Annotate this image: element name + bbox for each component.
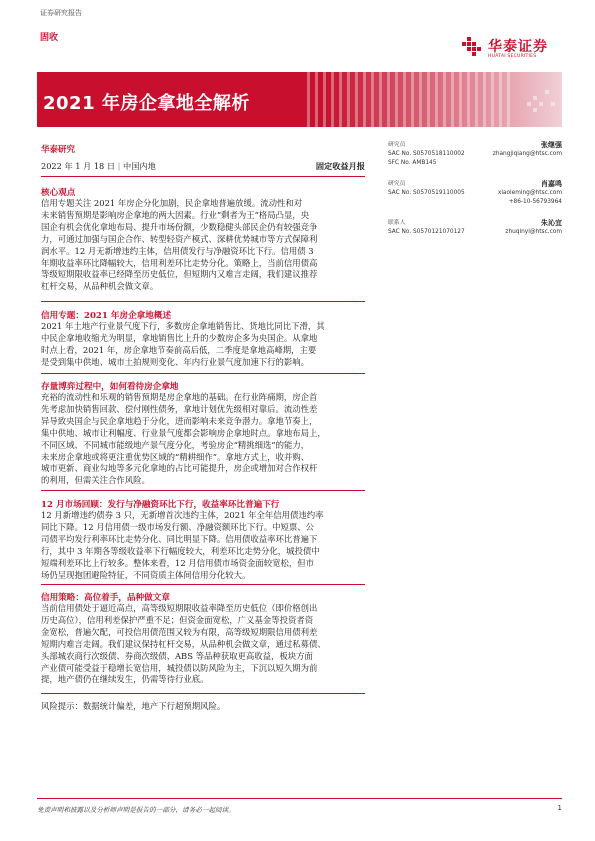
text-line: 中民企拿地收缩尤为明显，拿地销售比上升的少数房企多为央国企。从拿地 xyxy=(41,332,318,343)
analyst-email[interactable]: zhuqinyi@htsc.com xyxy=(505,229,562,235)
text-line: 充裕的流动性和乐观的销售预期是房企拿地的基础。在行业阵痛期，房企首 xyxy=(41,392,318,402)
logo xyxy=(462,36,562,64)
text-line: 的利用，但需关注合作风险。 xyxy=(41,475,150,486)
text-line: 提，地产债仍在继续发生，仍需等待行业底。 xyxy=(41,674,209,685)
text-line: 行，其中 3 年期各等级收益率下行幅度较大，利差环比走势分化，城投债中 xyxy=(41,545,320,556)
analyst-name: 张继强 xyxy=(541,141,562,149)
text-line: 头部城农商行次级债、券商次级债、ABS 等品种获取更高收益，板块方面 xyxy=(41,650,313,661)
analyst-role: 联系人 xyxy=(388,220,406,226)
footer-disclaimer: 免责声明和披露以及分析师声明是报告的一部分，请务必一起阅读。 xyxy=(37,806,235,814)
report-category: 固定收益月报 xyxy=(315,161,365,171)
text-line: 先考虑加快销售回款、偿付刚性债务，拿地计划优先级相对靠后。流动性差 xyxy=(41,403,318,414)
text-line: 历史高位），信用利差保护严重不足；但资金面宽松，广义基金等投资者资 xyxy=(41,614,314,625)
section-divider xyxy=(41,373,365,374)
text-line: 金宽松，普遍欠配，可投信用债范围又较为有限，高等级短期限信用债利差 xyxy=(41,626,318,637)
section-divider xyxy=(41,490,365,491)
text-line: 是受到集中供地、城市土拍规则变化、年内行业景气度加速下行的影响。 xyxy=(41,356,309,367)
report-title: 2021 年房企拿地全解析 xyxy=(43,93,250,114)
analyst-name: 朱沁宜 xyxy=(541,219,562,227)
text-line: 12 月新增违约债券 3 只，无新增首次违约主体，2021 年全年信用债违约率 xyxy=(41,510,324,520)
text-line: 司债平均发行利率环比走势分化、同比明显下降。信用债收益率环比普遍下 xyxy=(41,533,318,544)
section-body-strategy xyxy=(41,603,365,686)
page-number: 1 xyxy=(557,804,562,812)
text-line: 当前信用债处于逼近高点，高等级短期限收益率降至历史低位（即价格创出 xyxy=(41,603,318,613)
analyst-block-3 xyxy=(388,219,562,237)
analyst-phone: +86-10-56793964 xyxy=(508,199,562,205)
section-title-core: 核心观点 xyxy=(41,188,76,198)
analyst-block-2 xyxy=(388,180,562,207)
analyst-email[interactable]: zhangjiqiang@htsc.com xyxy=(492,151,562,157)
text-line: 国企有机会优化拿地布局、提升市场份额，少数稳健头部民企仍有较强竞争 xyxy=(41,221,318,232)
text-line: 未来销售预期是影响房企拿地的两大因素。行业“剩者为王”格局凸显，央 xyxy=(41,209,310,220)
org-label: 华泰研究 xyxy=(41,145,76,155)
logo-name: 华泰证券 xyxy=(488,39,548,55)
risk-note: 风险提示：数据统计偏差，地产下行超预期风险。 xyxy=(41,701,226,711)
date-text: 2022 年 1 月 18 日 xyxy=(41,161,116,171)
section-title-strategy: 信用策略：高位着手，品种做文章 xyxy=(41,593,170,603)
report-date xyxy=(41,161,156,172)
analyst-role: 研究员 xyxy=(388,181,406,187)
section-title-topic: 信用专题：2021 年房企拿地概述 xyxy=(41,311,172,321)
section-divider xyxy=(41,301,365,302)
section-body-topic xyxy=(41,321,365,369)
section-body-core xyxy=(41,198,365,293)
text-line: 年期收益率环比降幅较大，信用利差环比走势分化。策略上，当前信用债高 xyxy=(41,257,318,268)
text-line: 不同区域、不同城市能级地产景气度分化，考验房企“精挑细选”的能力， xyxy=(41,439,310,450)
text-line: 集中供地、城市让利幅度、行业景气度都会影响房企拿地时点。拿地布局上， xyxy=(41,427,326,438)
section-title-review: 12 月市场回顾：发行与净融资环比下行，收益率环比普遍下行 xyxy=(41,500,280,510)
logo-name-en: HUATAI SECURITIES xyxy=(488,54,537,59)
analyst-role: 研究员 xyxy=(388,142,406,148)
text-line: 短端利差环比上行较多。整体来看，12 月信用债市场资金面较宽松，但市 xyxy=(41,557,314,568)
analyst-sac: SAC No. S0570121070127 xyxy=(388,229,465,235)
text-line: 产业债可能受益于稳增长宽信用，城投债以防风险为主，下沉以短久期为前 xyxy=(41,662,318,673)
text-line: 杠杆交易，从品种机会做文章。 xyxy=(41,281,159,292)
title-banner xyxy=(37,72,562,127)
analyst-sac: SAC No. S0570519110005 xyxy=(388,190,465,196)
section-title-land: 存量博弈过程中，如何看待房企拿地 xyxy=(41,382,179,392)
analyst-email[interactable]: xiaoleming@htsc.com xyxy=(497,190,562,196)
analyst-sac: SAC No. S0570518110002 xyxy=(388,151,465,157)
text-line: 信用专题关注 2021 年房企分化加剧，民企拿地普遍放缓。流动性和对 xyxy=(41,198,303,208)
region-text: 中国内地 xyxy=(123,161,156,171)
analyst-block-1 xyxy=(388,141,562,168)
section-divider xyxy=(41,584,365,585)
analyst-sfc: SFC No. AMB145 xyxy=(388,160,437,166)
text-line: 城市更新、商业勾地等多元化拿地的占比可能提升，房企或增加对合作权杆 xyxy=(41,463,318,474)
text-line: 2021 年土地产行业景气度下行，多数房企拿地销售比、货地比同比下滑，其 xyxy=(41,321,325,331)
section-divider xyxy=(41,693,365,694)
section-body-review xyxy=(41,510,365,581)
text-line: 等级短期限收益率已经降至历史低位，但短期内又难言走阔，我们建议推荐 xyxy=(41,269,318,280)
logo-mark-icon xyxy=(462,36,486,60)
meta-separator: | xyxy=(117,161,124,171)
text-line: 场仍呈现抱团避险特征，不同资质主体间信用分化较大。 xyxy=(41,569,251,580)
text-line: 力，可通过加强与国企合作、转型轻资产模式、深耕优势城市等方式保障利 xyxy=(41,233,318,244)
text-line: 异导致央国企与民企拿地趋于分化，进而影响未来竞争潜力。拿地节奏上， xyxy=(41,415,318,426)
text-line: 未来房企拿地或将更注重优势区域的“精耕细作”。拿地方式上，收并购、 xyxy=(41,451,310,462)
text-line: 同比下降。12 月信用债一级市场发行额、净融资额环比下行。中短票、公 xyxy=(41,521,314,532)
section-label: 固收 xyxy=(40,33,59,43)
text-line: 短期内难言走阔。我们建议保持杠杆交易，从品种机会做文章，通过私募债、 xyxy=(41,638,326,649)
text-line: 时点上看，2021 年，房企拿地节奏前高后低，二季度是拿地高峰期，主要 xyxy=(41,344,317,355)
section-body-land xyxy=(41,392,365,487)
footer-divider xyxy=(37,798,562,799)
meta-divider xyxy=(41,176,365,177)
report-type-label: 证券研究报告 xyxy=(40,9,82,17)
analyst-name: 肖嘉鸣 xyxy=(541,180,562,188)
text-line: 润水平。12 月无新增违约主体，信用债发行与净融资环比下行。信用债 3 xyxy=(41,245,314,256)
